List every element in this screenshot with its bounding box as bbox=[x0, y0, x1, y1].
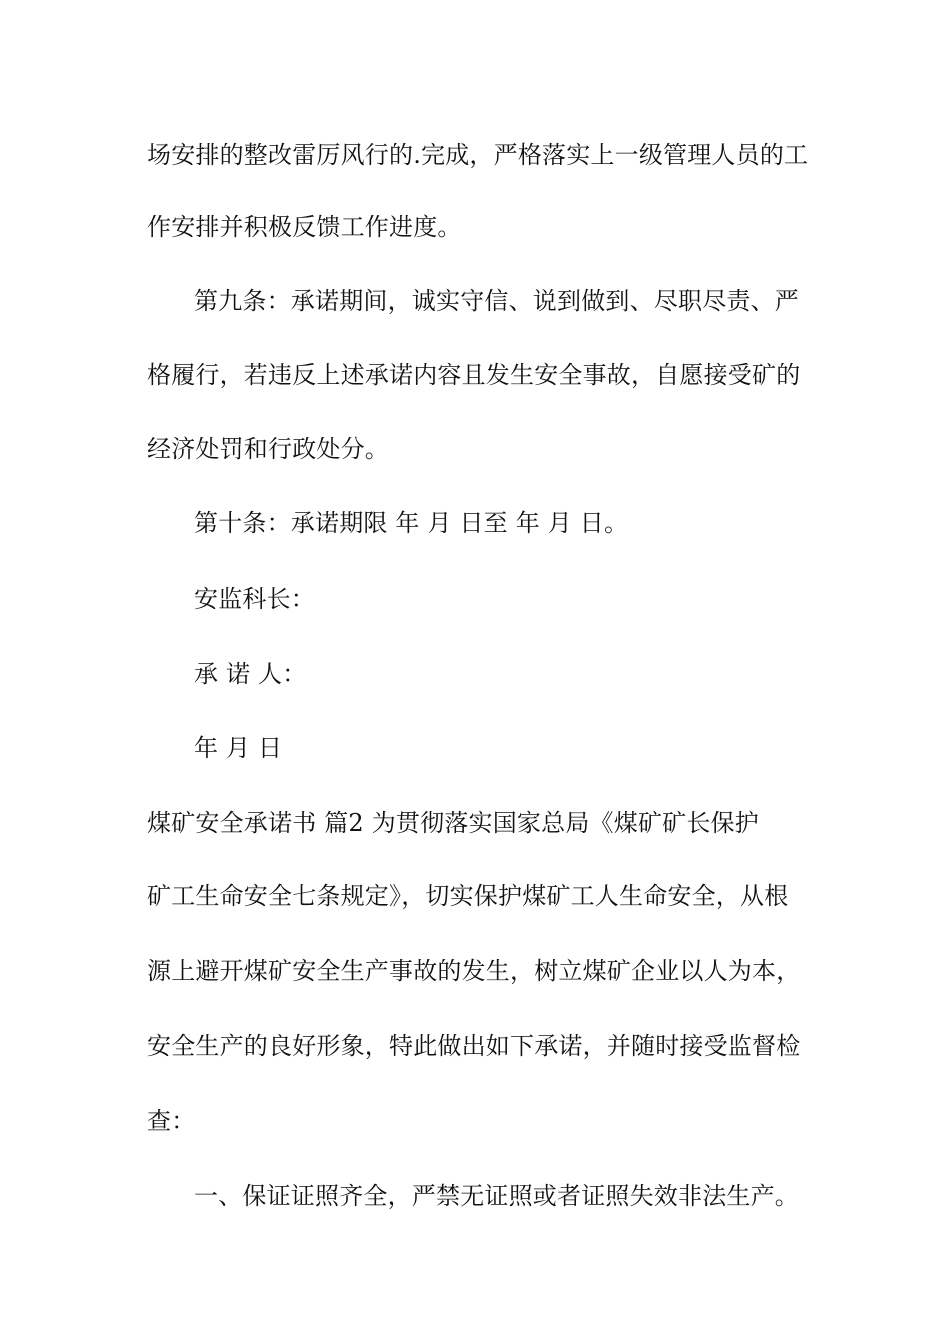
paragraph-line: 矿工生命安全七条规定》，切实保护煤矿工人生命安全，从根 bbox=[147, 882, 789, 910]
paragraph-line: 格履行，若违反上述承诺内容且发生安全事故，自愿接受矿的 bbox=[147, 361, 801, 389]
item-one-line: 一、保证证照齐全，严禁无证照或者证照失效非法生产。 bbox=[194, 1182, 799, 1210]
paragraph-line: 作安排并积极反馈工作进度。 bbox=[147, 213, 462, 241]
paragraph-line: 源上避开煤矿安全生产事故的发生，树立煤矿企业以人为本， bbox=[147, 957, 801, 985]
signature-date: 年 月 日 bbox=[194, 734, 283, 762]
section-heading-line: 煤矿安全承诺书 篇2 为贯彻落实国家总局《煤矿矿长保护 bbox=[147, 809, 759, 837]
paragraph-line: 安全生产的良好形象，特此做出如下承诺，并随时接受监督检 bbox=[147, 1032, 801, 1060]
paragraph-line: 经济处罚和行政处分。 bbox=[147, 435, 389, 463]
article-nine-line: 第九条：承诺期间，诚实守信、说到做到、尽职尽责、严 bbox=[194, 287, 799, 315]
signature-safety-chief: 安监科长： bbox=[194, 585, 315, 613]
signature-promisor: 承 诺 人： bbox=[194, 660, 307, 688]
paragraph-line: 场安排的整改雷厉风行的.完成，严格落实上一级管理人员的工 bbox=[147, 141, 809, 169]
article-ten-line: 第十条：承诺期限 年 月 日至 年 月 日。 bbox=[194, 509, 629, 537]
paragraph-line: 查： bbox=[147, 1107, 196, 1135]
